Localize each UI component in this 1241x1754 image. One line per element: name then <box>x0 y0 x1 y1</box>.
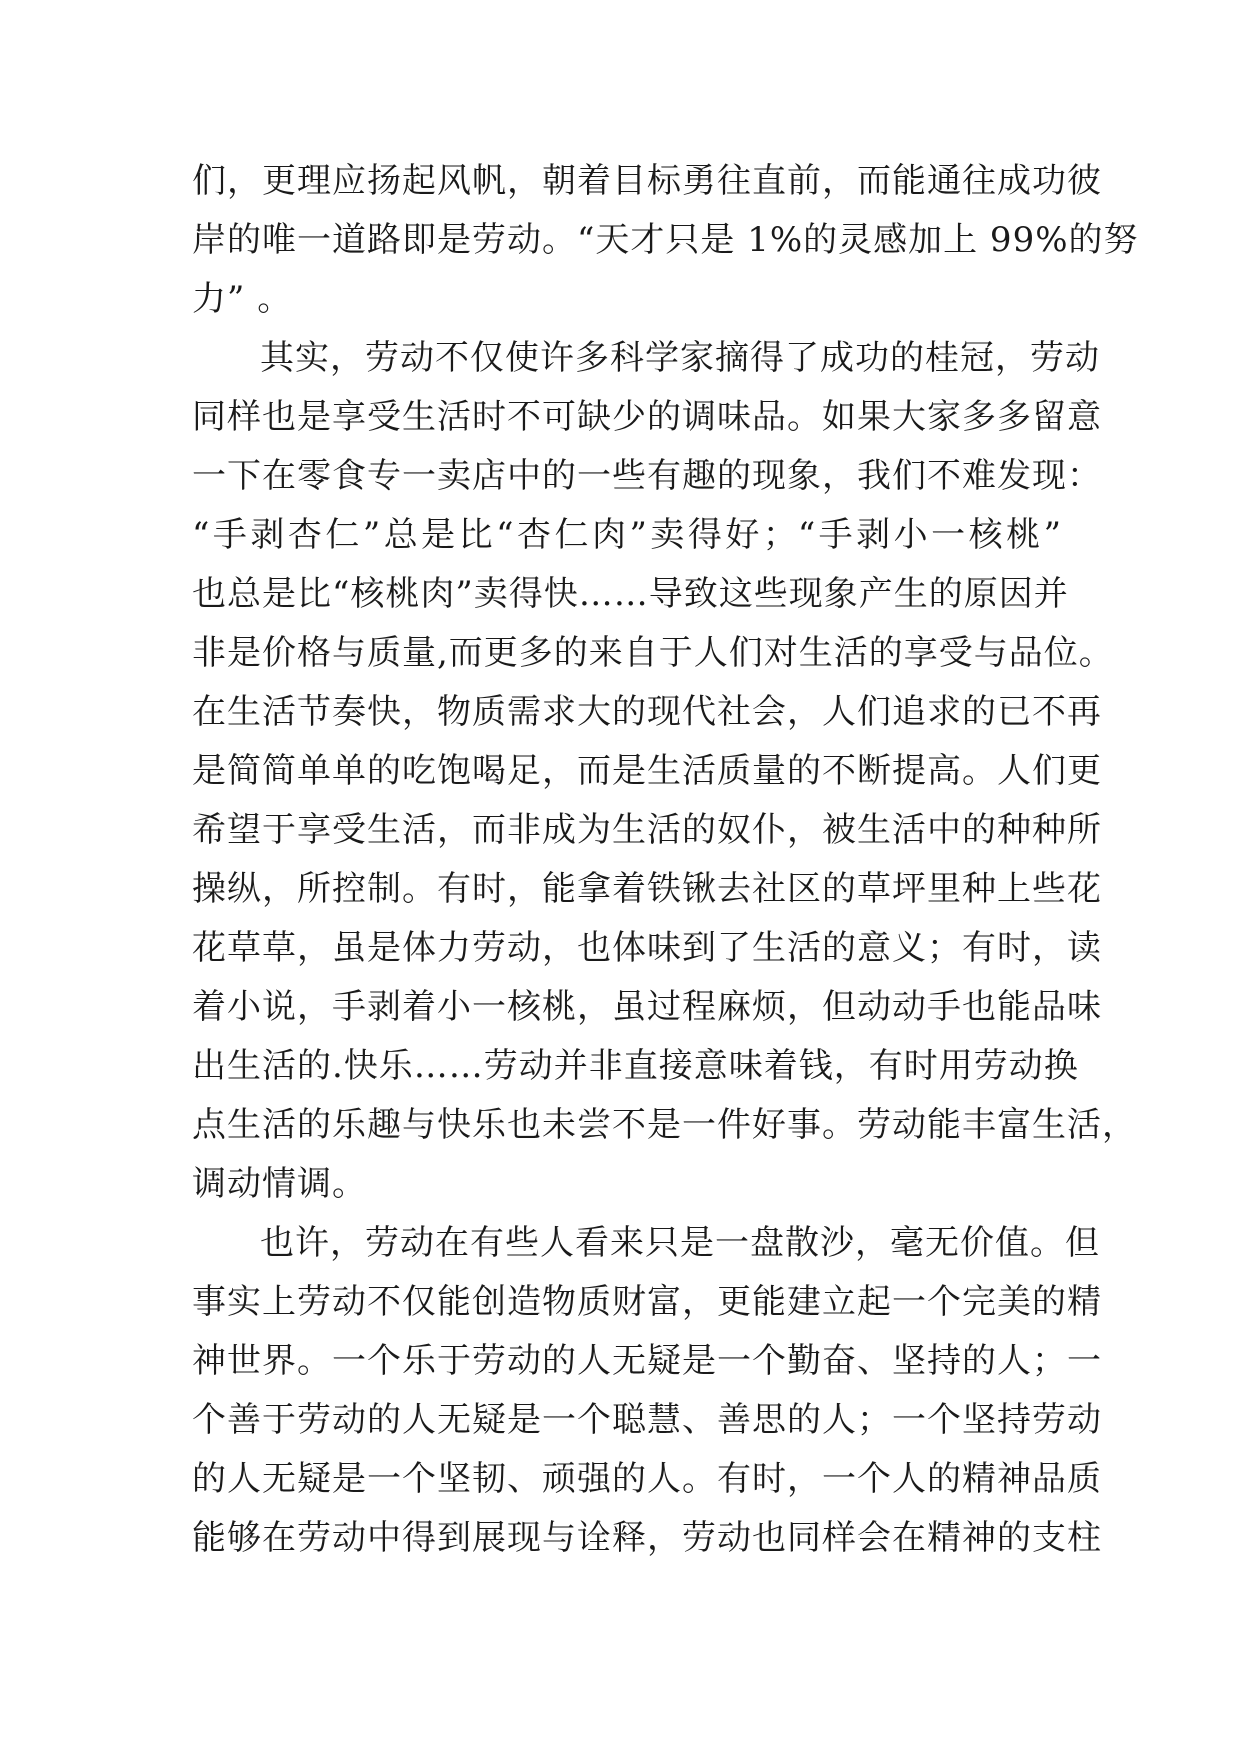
text-line: 其实，劳动不仅使许多科学家摘得了成功的桂冠，劳动 <box>260 338 1100 378</box>
paragraph-3 <box>192 1214 1102 1568</box>
text-line: 岸的唯一道路即是劳动。“天才只是 1%的灵感加上 99%的努 <box>192 220 1139 260</box>
text-line: 们，更理应扬起风帆，朝着目标勇往直前，而能通往成功彼 <box>192 161 1102 201</box>
text-line: 调动情调。 <box>192 1164 367 1204</box>
text-line: 点生活的乐趣与快乐也未尝不是一件好事。劳动能丰富生活， <box>192 1105 1137 1145</box>
text-line: 是简简单单的吃饱喝足，而是生活质量的不断提高。人们更 <box>192 751 1102 791</box>
text-line: 着小说，手剥着小一核桃，虽过程麻烦，但动动手也能品味 <box>192 987 1102 1027</box>
text-line: “手剥杏仁”总是比“杏仁肉”卖得好；“手剥小一核桃” <box>192 515 1062 555</box>
text-line: 的人无疑是一个坚韧、顽强的人。有时，一个人的精神品质 <box>192 1459 1102 1499</box>
paragraph-1 <box>192 152 1139 329</box>
text-line: 非是价格与质量,而更多的来自于人们对生活的享受与品位。 <box>192 633 1114 673</box>
text-line: 力” 。 <box>192 279 293 319</box>
text-line: 也许，劳动在有些人看来只是一盘散沙，毫无价值。但 <box>260 1223 1100 1263</box>
paragraph-2 <box>192 329 1137 1214</box>
document-body <box>192 152 1139 1568</box>
text-line: 事实上劳动不仅能创造物质财富，更能建立起一个完美的精 <box>192 1282 1102 1322</box>
text-line: 花草草，虽是体力劳动，也体味到了生活的意义；有时，读 <box>192 928 1102 968</box>
text-line: 出生活的.快乐……劳动并非直接意味着钱，有时用劳动换 <box>192 1046 1079 1086</box>
text-line: 神世界。一个乐于劳动的人无疑是一个勤奋、坚持的人；一 <box>192 1341 1102 1381</box>
text-line: 一下在零食专一卖店中的一些有趣的现象，我们不难发现： <box>192 456 1102 496</box>
text-line: 希望于享受生活，而非成为生活的奴仆，被生活中的种种所 <box>192 810 1102 850</box>
text-line: 个善于劳动的人无疑是一个聪慧、善思的人；一个坚持劳动 <box>192 1400 1102 1440</box>
text-line: 能够在劳动中得到展现与诠释，劳动也同样会在精神的支柱 <box>192 1518 1102 1558</box>
text-line: 在生活节奏快，物质需求大的现代社会，人们追求的已不再 <box>192 692 1102 732</box>
text-line: 也总是比“核桃肉”卖得快……导致这些现象产生的原因并 <box>192 574 1069 614</box>
text-line: 操纵，所控制。有时，能拿着铁锹去社区的草坪里种上些花 <box>192 869 1102 909</box>
text-line: 同样也是享受生活时不可缺少的调味品。如果大家多多留意 <box>192 397 1102 437</box>
